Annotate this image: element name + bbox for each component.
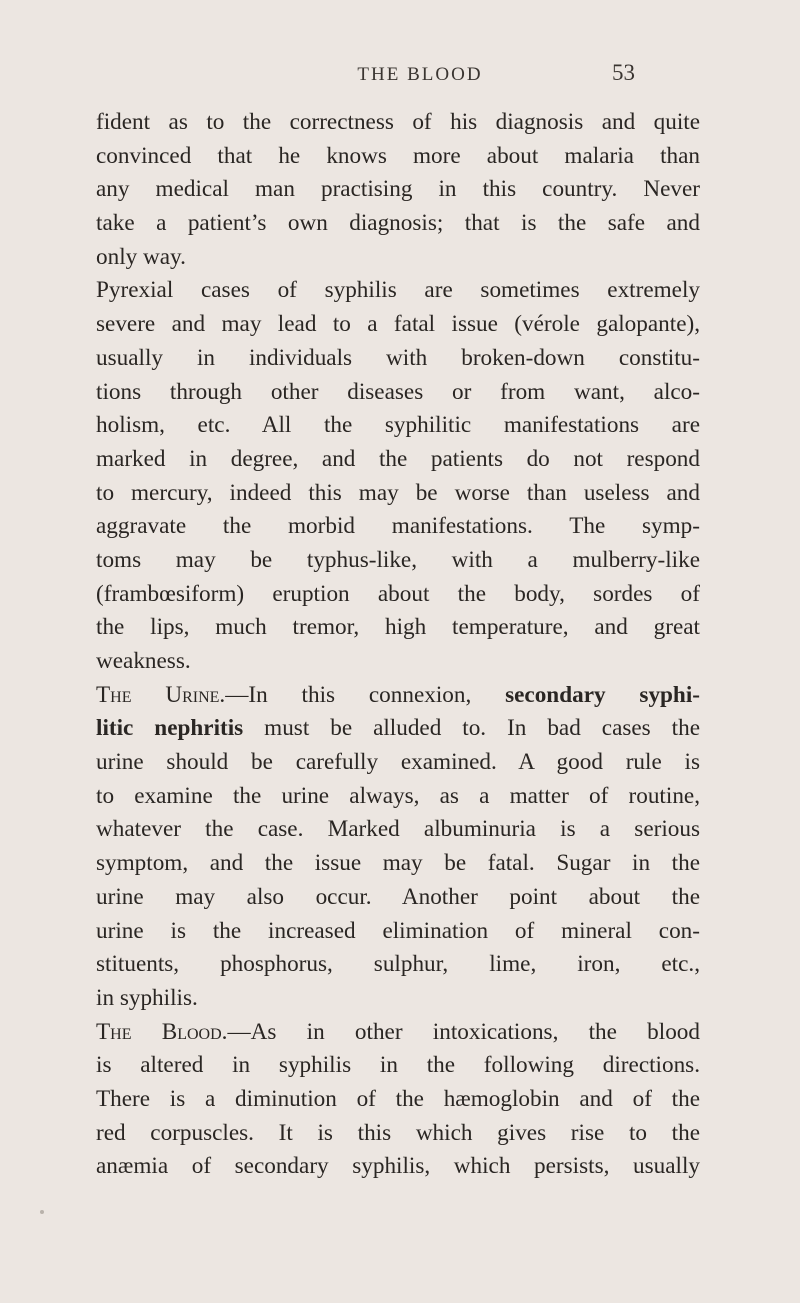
text-line: tions through other diseases or from want, alco- xyxy=(96,378,700,405)
text-line: convinced that he knows more about malaria than xyxy=(96,142,700,169)
text-line: There is a diminution of the hæmoglobin and of the xyxy=(96,1085,700,1112)
text-line: urine may also occur. Another point about the xyxy=(96,883,700,910)
text-line: urine is the increased elimination of mineral con- xyxy=(96,917,700,944)
text-line: stituents, phosphorus, sulphur, lime, iron, etc., xyxy=(96,951,700,978)
text-line: toms may be typhus-like, with a mulberry-like xyxy=(96,546,700,573)
text-run: —As in other intoxications, the blood xyxy=(227,1018,700,1045)
text-line: aggravate the morbid manifestations. The symp- xyxy=(96,513,700,540)
text-line: urine should be carefully examined. A good rule is xyxy=(96,749,700,776)
text-line xyxy=(96,1016,700,1050)
text-line: marked in degree, and the patients do not respond xyxy=(96,445,700,472)
text-line: fident as to the correctness of his diagnosis and quite xyxy=(96,109,700,135)
section-heading-blood: The Blood. xyxy=(96,1018,228,1045)
text-line: only way. xyxy=(96,243,186,270)
bold-term: litic nephritis xyxy=(96,715,244,742)
running-head-title: THE BLOOD xyxy=(357,64,483,85)
text-line: (frambœsiform) eruption about the body, sordes of xyxy=(96,580,700,607)
text-line: to examine the urine always, as a matter of routine, xyxy=(96,782,700,809)
section-heading-urine: The Urine. xyxy=(96,681,226,708)
text-line xyxy=(96,679,700,713)
paper-speck xyxy=(40,1210,44,1214)
text-line: severe and may lead to a fatal issue (vérole galopante), xyxy=(96,311,700,338)
text-line: weakness. xyxy=(96,648,191,674)
text-line: any medical man practising in this country. Never xyxy=(96,176,700,203)
page-number: 53 xyxy=(612,60,635,85)
text-line: litic nephritis must be alluded to. In bad cases the xyxy=(96,715,700,742)
text-line: in syphilis. xyxy=(96,984,198,1011)
text-line: anæmia of secondary syphilis, which persists, usually xyxy=(96,1153,700,1180)
text-line: to mercury, indeed this may be worse than useless and xyxy=(96,479,700,506)
text-line: is altered in syphilis in the following directions. xyxy=(96,1052,700,1079)
text-line: symptom, and the issue may be fatal. Sugar in the xyxy=(96,850,700,877)
text-line: usually in individuals with broken-down constitu- xyxy=(96,344,700,371)
body-text xyxy=(96,106,700,1184)
text-line: holism, etc. All the syphilitic manifestations are xyxy=(96,412,700,439)
text-line: the lips, much tremor, high temperature, and great xyxy=(96,614,700,641)
text-line: Pyrexial cases of syphilis are sometimes extremely xyxy=(96,277,700,304)
bold-term: secondary syphi- xyxy=(505,681,700,708)
text-run: —In this connexion, secondary syphi- xyxy=(225,681,700,708)
running-head xyxy=(0,60,800,94)
text-line: take a patient’s own diagnosis; that is the safe and xyxy=(96,210,700,237)
text-line: whatever the case. Marked albuminuria is a serious xyxy=(96,816,700,843)
text-line: red corpuscles. It is this which gives rise to the xyxy=(96,1119,700,1146)
